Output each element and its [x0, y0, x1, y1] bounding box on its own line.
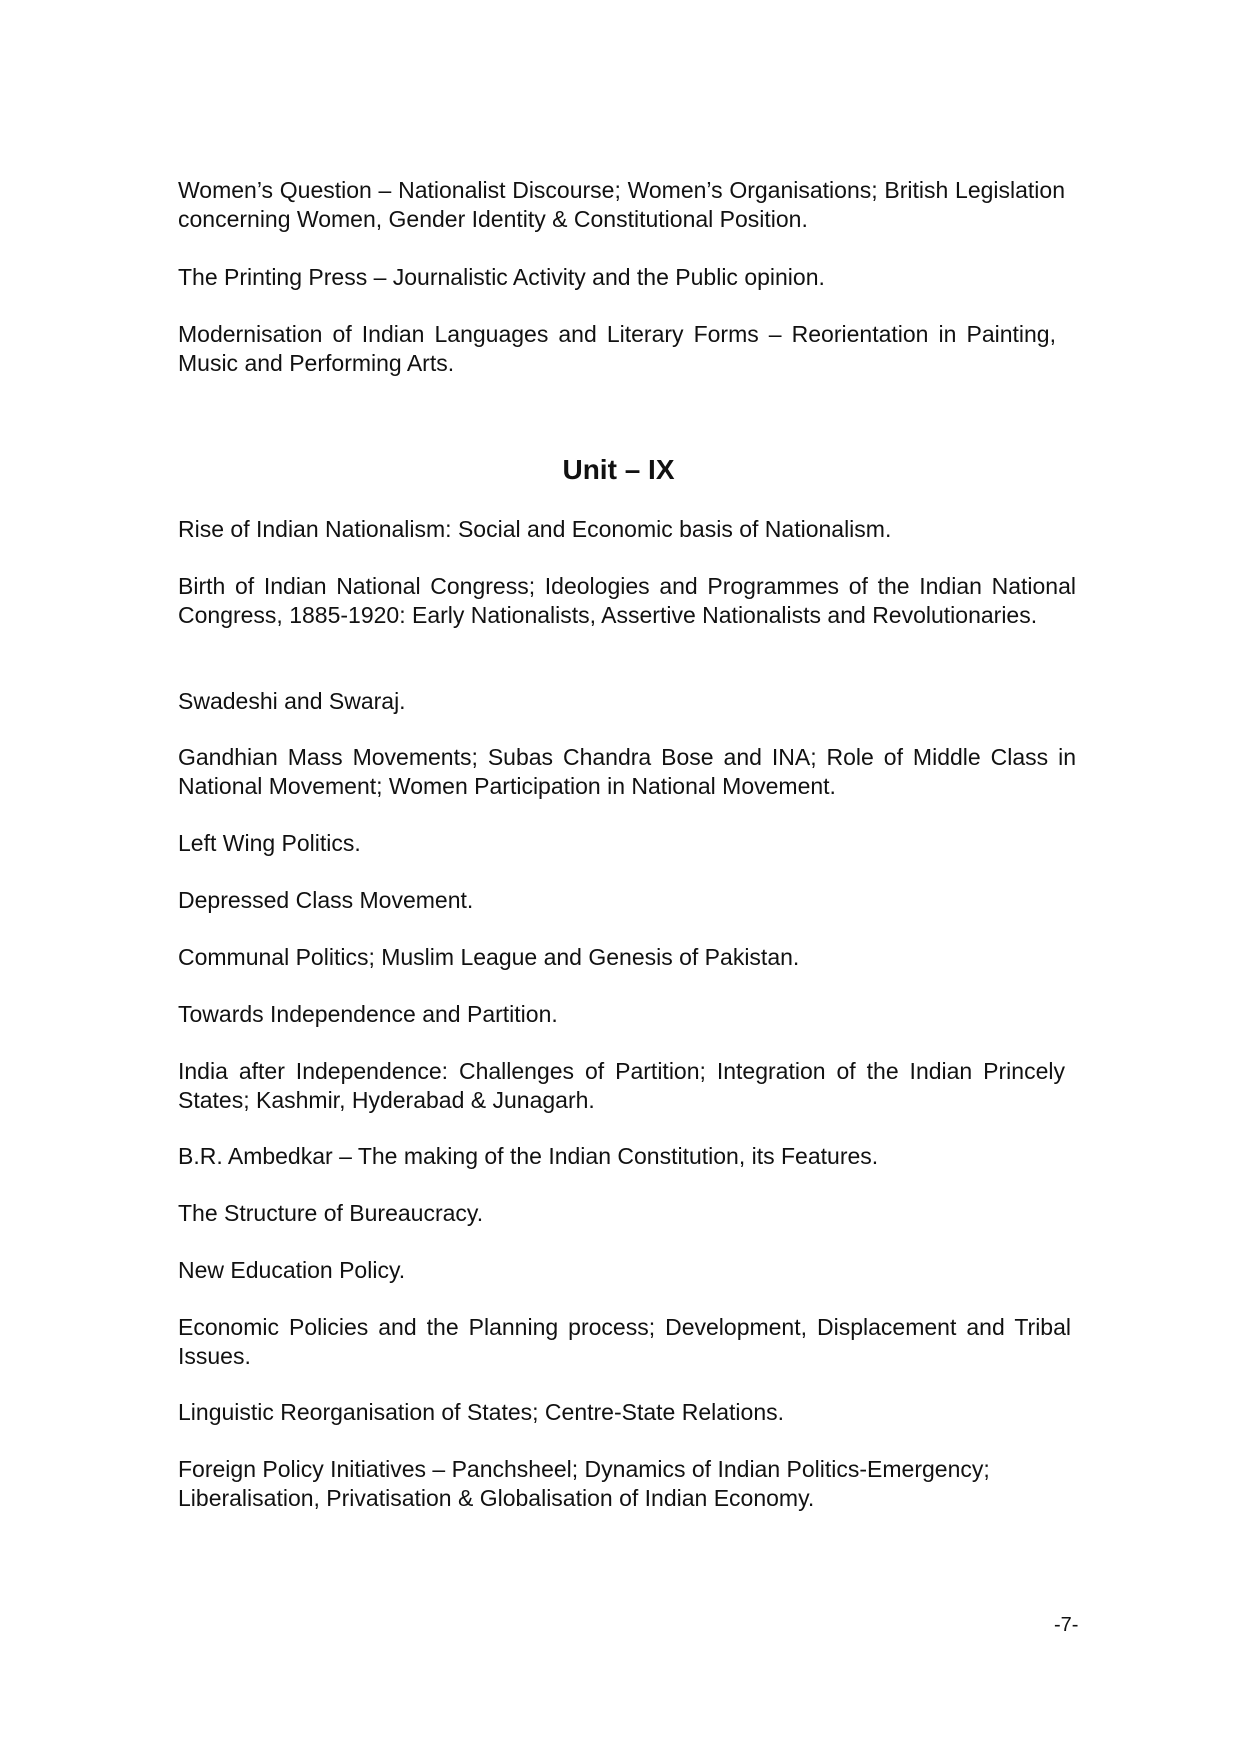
paragraph-rise-of-nationalism: Rise of Indian Nationalism: Social and Economic basis of Nationalism.	[178, 516, 892, 542]
paragraph-gandhian-movements: Gandhian Mass Movements; Subas Chandra Bose and INA; Role of Middle Class in National Movement; Women Participation in National Movement.	[178, 744, 1076, 799]
paragraph-bureaucracy: The Structure of Bureaucracy.	[178, 1200, 484, 1226]
paragraph-linguistic-reorganisation: Linguistic Reorganisation of States; Centre-State Relations.	[178, 1399, 784, 1425]
unit-heading-text: Unit – IX	[562, 454, 675, 485]
paragraph-communal-politics: Communal Politics; Muslim League and Genesis of Pakistan.	[178, 944, 800, 970]
paragraph-foreign-policy: Foreign Policy Initiatives – Panchsheel; Dynamics of Indian Politics-Emergency; Liberalisation, Privatisation & Globalisation of Indian Economy.	[178, 1456, 990, 1511]
paragraph-womens-question: Women’s Question – Nationalist Discourse; Women’s Organisations; British Legislation concerning Women, Gender Identity & Constitutional Position.	[178, 177, 1065, 232]
paragraph-ambedkar: B.R. Ambedkar – The making of the Indian Constitution, its Features.	[178, 1143, 879, 1169]
page-number: -7-	[1054, 1614, 1079, 1636]
unit-heading	[0, 454, 1241, 486]
paragraph-printing-press: The Printing Press – Journalistic Activity and the Public opinion.	[178, 264, 825, 290]
paragraph-left-wing: Left Wing Politics.	[178, 830, 361, 856]
paragraph-economic-policies: Economic Policies and the Planning process; Development, Displacement and Tribal Issues.	[178, 1314, 1071, 1369]
paragraph-modernisation: Modernisation of Indian Languages and Literary Forms – Reorientation in Painting, Music and Performing Arts.	[178, 321, 1056, 376]
paragraph-india-after-independence: India after Independence: Challenges of Partition; Integration of the Indian Princely States; Kashmir, Hyderabad & Junagarh.	[178, 1058, 1065, 1113]
paragraph-towards-independence: Towards Independence and Partition.	[178, 1001, 558, 1027]
paragraph-swadeshi: Swadeshi and Swaraj.	[178, 688, 406, 714]
paragraph-education-policy: New Education Policy.	[178, 1257, 406, 1283]
paragraph-depressed-class: Depressed Class Movement.	[178, 887, 474, 913]
paragraph-birth-of-congress: Birth of Indian National Congress; Ideologies and Programmes of the Indian National Congress, 1885-1920: Early Nationalists, Assertive Nationalists and Revolutionaries.	[178, 573, 1076, 628]
